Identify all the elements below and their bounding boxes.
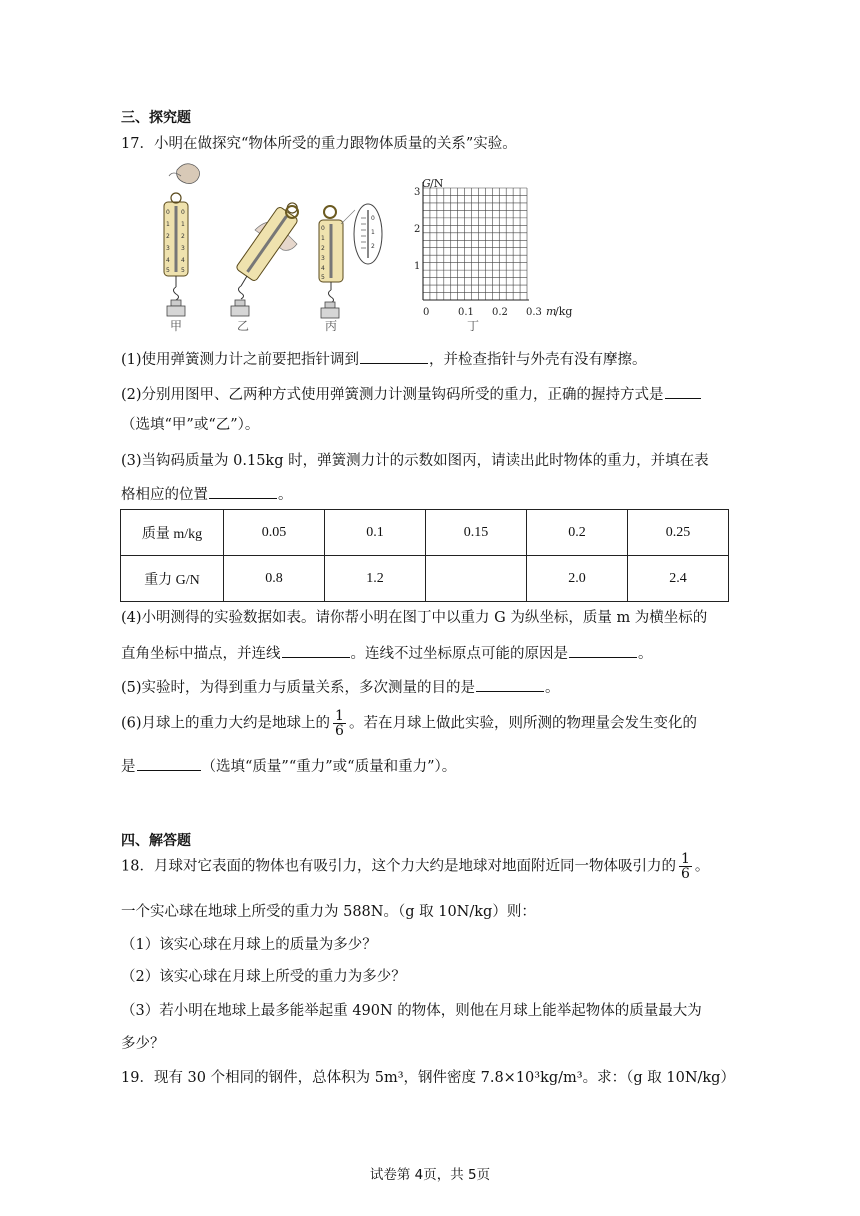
q17-part3-cont: 格相应的位置 。 [121,484,293,505]
svg-text:2: 2 [414,224,421,235]
page-footer: 试卷第 4页，共 5页 [369,1167,491,1183]
svg-text:1: 1 [371,229,375,236]
svg-text:0: 0 [181,209,185,216]
q17-part6-cont: 是 （选填“质量”“重力”或“质量和重力”）。 [121,756,456,777]
svg-text:3: 3 [166,245,170,252]
label-jia: 甲 [170,319,183,333]
section-title: 四、解答题 [121,833,191,849]
svg-text:2: 2 [181,233,185,240]
svg-text:1: 1 [181,221,185,228]
q17-figure [155,162,585,334]
svg-text:4: 4 [321,265,325,272]
q17-part4: (4)小明测得的实验数据如表。请你帮小明在图丁中以重力 G 为纵坐标，质量 m 为横坐标的 [121,610,708,626]
svg-text:0: 0 [423,307,430,318]
svg-text:5: 5 [321,274,325,281]
q17-part5: (5)实验时，为得到重力与质量关系，多次测量的目的是 。 [121,677,560,698]
label-bing: 丙 [325,319,338,333]
q17-part3: (3)当钩码质量为 0.15kg 时，弹簧测力计的示数如图丙，请读出此时物体的重力，并填在表 [121,453,709,469]
q18-sub3: （3）若小明在地球上最多能举起重 490N 的物体，则他在月球上能举起物体的质量最大为 [121,1003,702,1019]
table-cell: 0.15 [426,510,527,556]
table-cell: 0.2 [527,510,628,556]
row-header: 质量 m/kg [121,510,224,556]
table-cell: 2.0 [527,556,628,602]
svg-text:3: 3 [321,255,325,262]
svg-text:3: 3 [414,187,421,198]
svg-text:0: 0 [321,225,325,232]
q17-part2-cont: （选填“甲”或“乙”）。 [121,417,260,433]
q17-part1: (1)使用弹簧测力计之前要把指针调到 ，并检查指针与外壳有没有摩擦。 [121,349,647,370]
data-table [120,509,729,602]
svg-text:2: 2 [321,245,325,252]
svg-text:/N: /N [430,177,444,190]
label-yi: 乙 [237,319,250,333]
table-cell: 0.25 [628,510,729,556]
svg-text:/kg: /kg [555,305,573,318]
table-row [121,510,729,556]
question-18-line2: 一个实心球在地球上所受的重力为 588N。（g 取 10N/kg）则： [121,904,536,920]
table-cell: 0.1 [325,510,426,556]
answer-blank[interactable] [137,756,201,771]
question-17-stem: 17．小明在做探究“物体所受的重力跟物体质量的关系”实验。 [121,136,517,152]
scale-jia-illustration [164,164,200,316]
svg-text:4: 4 [166,257,170,264]
svg-text:0: 0 [371,215,375,222]
fraction-one-sixth: $\frac{1}{6}$ [680,851,690,882]
answer-blank[interactable] [476,677,544,692]
answer-blank[interactable] [569,643,637,658]
svg-text:1: 1 [414,261,421,272]
q17-part4-cont: 直角坐标中描点，并连线 。连线不过坐标原点可能的原因是 。 [121,643,653,664]
svg-text:1: 1 [321,235,325,242]
table-cell: 0.05 [224,510,325,556]
table-row [121,556,729,602]
answer-blank[interactable] [665,384,701,399]
question-18-line1: 18．月球对它表面的物体也有吸引力，这个力大约是地球对地面附近同一物体吸引力的 $\frac{1}{6}$ 。 [121,851,710,882]
svg-text:0: 0 [166,209,170,216]
svg-text:m: m [546,305,557,318]
svg-text:2: 2 [166,233,170,240]
svg-text:2: 2 [371,243,375,250]
answer-blank[interactable] [282,643,350,658]
svg-text:1: 1 [166,221,170,228]
table-cell: 1.2 [325,556,426,602]
q18-sub2: （2）该实心球在月球上所受的重力为多少？ [121,969,406,985]
table-cell: 0.8 [224,556,325,602]
svg-text:5: 5 [181,267,185,274]
question-19-line1: 19．现有 30 个相同的钢件，总体积为 5m³，钢件密度 7.8×10³kg/m³。求：（g 取 10N/kg） [121,1070,735,1086]
q17-part2: (2)分别用图甲、乙两种方式使用弹簧测力计测量钩码所受的重力，正确的握持方式是 [121,384,702,405]
q18-sub3-cont: 多少？ [121,1036,165,1052]
answer-blank[interactable] [360,349,428,364]
q17-part6: (6)月球上的重力大约是地球上的 $\frac{1}{6}$ 。若在月球上做此实验，则所测的物理量会发生变化的 [121,708,697,739]
svg-text:5: 5 [166,267,170,274]
svg-text:G: G [422,177,431,190]
svg-text:0.1: 0.1 [458,307,474,318]
scale-bing-illustration [319,204,382,318]
answer-blank[interactable] [209,484,277,499]
svg-text:4: 4 [181,257,185,264]
fraction-one-sixth: $\frac{1}{6}$ [335,708,344,739]
svg-text:3: 3 [181,245,185,252]
row-header: 重力 G/N [121,556,224,602]
q18-sub1: （1）该实心球在月球上的质量为多少？ [121,937,377,953]
svg-text:0.2: 0.2 [492,307,508,318]
svg-text:0.3: 0.3 [526,307,542,318]
section-title: 三、探究题 [121,110,191,126]
table-cell: 2.4 [628,556,729,602]
label-ding: 丁 [467,319,480,333]
table-cell-blank[interactable] [426,556,527,602]
scale-yi-illustration [231,197,305,316]
g-m-graph [414,177,572,318]
